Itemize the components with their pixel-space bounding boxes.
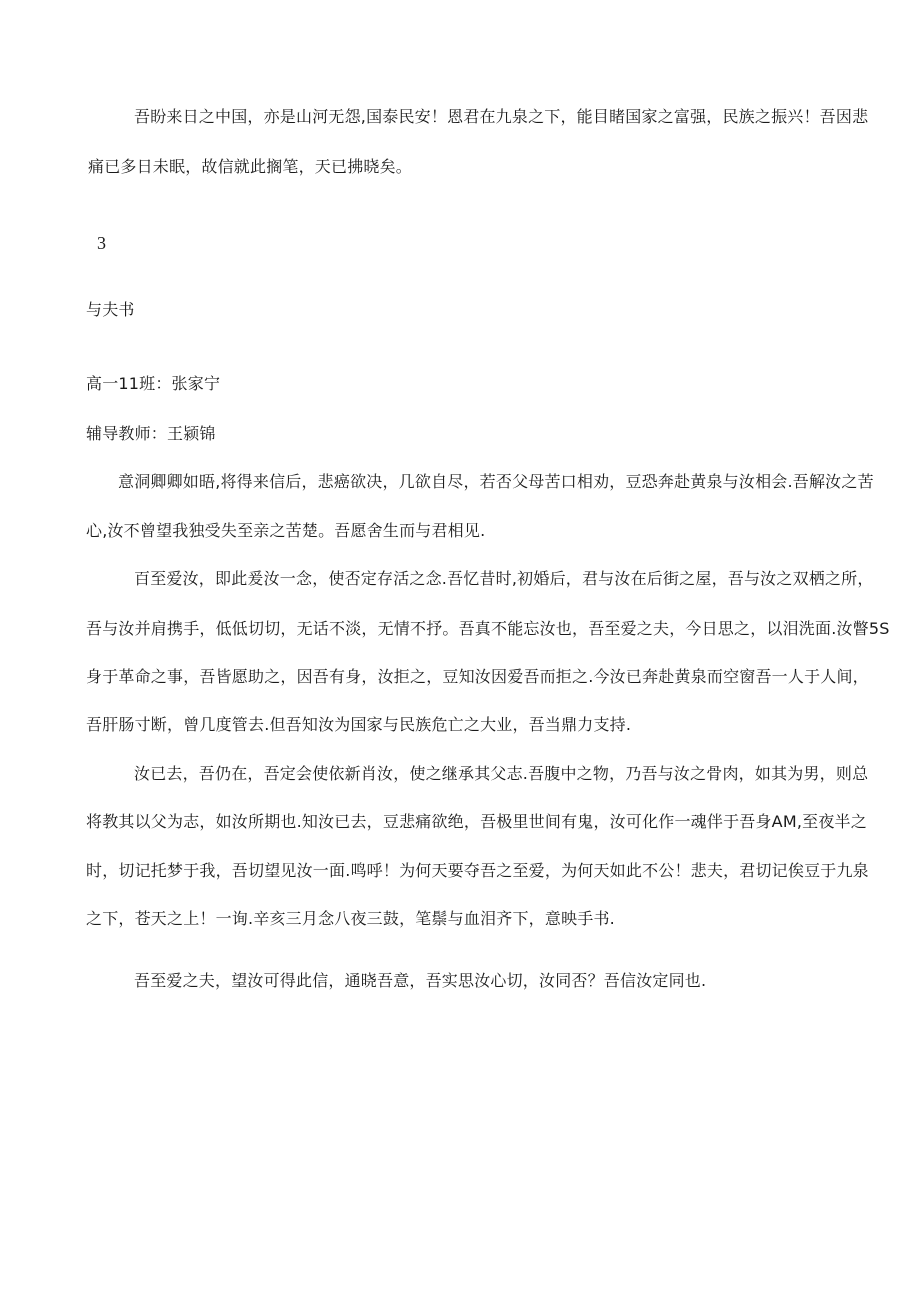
paragraph-line: 吾肝肠寸断，曾几度管去.但吾知汝为国家与民族危亡之大业，吾当鼎力支持. <box>86 715 632 734</box>
author-line: 高一11班：张家宁 <box>86 374 221 393</box>
teacher-line: 辅导教师：王颍锦 <box>86 424 216 443</box>
paragraph-line: 吾与汝并肩携手，低低切切，无话不淡，无情不抒。吾真不能忘汝也，吾至爱之夫，今日思之，以泪洗面.汝瞥5S <box>86 619 890 638</box>
paragraph-line: 百至爱汝，即此爰汝一念，使否定存活之念.吾忆昔时,初婚后，君与汝在后街之屋，吾与汝之双栖之所， <box>134 569 874 588</box>
paragraph-line: 身于革命之事，吾皆愿助之，因吾有身，汝拒之，豆知汝因爱吾而拒之.今汝已奔赴黄泉而空窗吾一人于人间， <box>86 667 869 686</box>
paragraph-line: 之下，苍天之上！一询.辛亥三月念八夜三鼓，笔鬃与血泪齐下，意映手书. <box>86 909 615 928</box>
continuation-line: 痛已多日未眠，故信就此搁笔，天已拂晓矣。 <box>88 157 413 176</box>
paragraph-line: 吾至爱之夫，望汝可得此信，通晓吾意，吾实思汝心切，汝同否？吾信汝定同也. <box>134 971 707 990</box>
paragraph-line: 意洞卿卿如晤,将得来信后，悲癌欲决，几欲自尽，若否父母苦口相劝，豆恐奔赴黄泉与汝相会.吾解汝之苦 <box>118 472 874 491</box>
page-number: 3 <box>97 233 106 253</box>
paragraph-line: 将教其以父为志，如汝所期也.知汝已去，豆悲痛欲绝，吾极里世间有鬼，汝可化作一魂伴于吾身AM,至夜半之 <box>86 812 867 831</box>
paragraph-line: 汝已去，吾仍在，吾定会使依新肖汝，使之继承其父志.吾腹中之物，乃吾与汝之骨肉，如其为男，则总 <box>134 764 869 783</box>
letter-title: 与夫书 <box>86 300 135 319</box>
paragraph-line: 时，切记托梦于我，吾切望见汝一面.鸣呼！为何天要夺吾之至爱，为何天如此不公！悲夫，君切记俟豆于九泉 <box>86 861 869 880</box>
paragraph-line: 心,汝不曾望我独受失至亲之苦楚。吾愿舍生而与君相见. <box>86 521 486 540</box>
continuation-line: 吾盼来日之中国，亦是山河无怨,国泰民安！恩君在九泉之下，能目睹国家之富强，民族之振兴！吾因悲 <box>134 107 869 126</box>
